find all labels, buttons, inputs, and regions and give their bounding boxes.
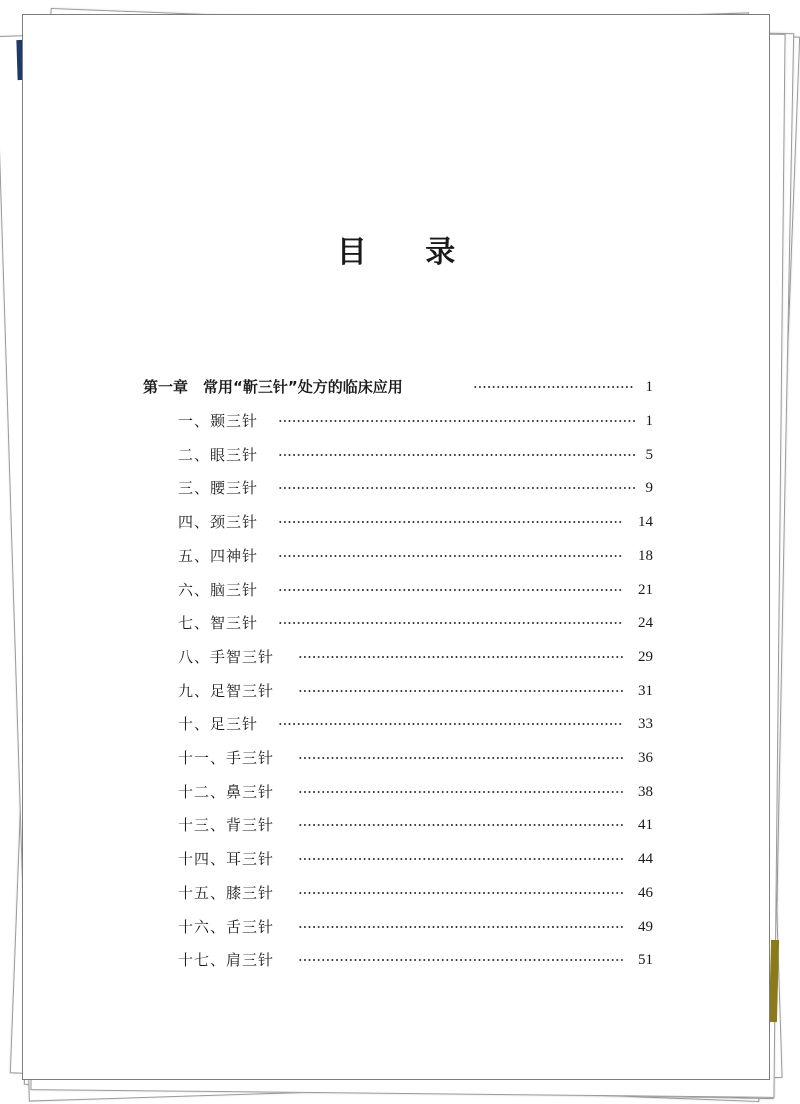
toc-entry-page: 1: [645, 413, 653, 429]
toc-entry-label: 七、智三针: [178, 614, 259, 633]
toc-leader-dots: [298, 656, 623, 658]
toc-entry-page: 18: [638, 547, 653, 564]
toc-entry-label: 十六、舌三针: [178, 917, 275, 936]
toc-entry-row[interactable]: [178, 780, 653, 804]
toc-entry-row[interactable]: [178, 948, 653, 972]
toc-entry-label: 八、手智三针: [178, 647, 275, 666]
toc-entry-row[interactable]: [178, 611, 653, 635]
toc-page: [22, 14, 770, 1080]
toc-leader-dots: [278, 589, 623, 591]
toc-chapter-label: 第一章 常用“靳三针”处方的临床应用: [143, 378, 403, 396]
toc-entry-page: 46: [638, 884, 653, 901]
toc-leader-dots: [278, 454, 635, 456]
toc-entry-label: 二、眼三针: [178, 445, 259, 464]
toc-leader-dots: [298, 690, 623, 692]
toc-entry-row[interactable]: [178, 544, 653, 568]
toc-leader-dots: [278, 487, 635, 489]
toc-leader-dots: [278, 555, 623, 557]
toc-entry-row[interactable]: [178, 813, 653, 837]
toc-entry-label: 九、足智三针: [178, 681, 275, 700]
toc-leader-dots: [278, 420, 635, 422]
toc-entry-page: 5: [645, 446, 653, 463]
toc-leader-dots: [278, 723, 623, 725]
toc-entry-row[interactable]: [178, 847, 653, 871]
toc-entry-page: 49: [638, 918, 653, 935]
toc-entry-label: 五、四神针: [178, 546, 259, 565]
toc-entry-page: 14: [638, 514, 653, 531]
toc-title: 目 录: [336, 235, 480, 270]
toc-entry-row[interactable]: [178, 476, 653, 500]
toc-entry-label: 六、脑三针: [178, 580, 259, 599]
toc-chapter-page: 1: [645, 379, 653, 395]
toc-leader-dots: [278, 622, 623, 624]
toc-entry-label: 十二、鼻三针: [178, 782, 275, 801]
toc-leader-dots: [298, 892, 623, 894]
toc-leader-dots: [473, 386, 633, 388]
toc-entry-label: 十五、膝三针: [178, 883, 275, 902]
toc-leader-dots: [298, 757, 623, 759]
toc-entry-row[interactable]: [178, 915, 653, 939]
toc-entry-label: 一、颞三针: [178, 412, 259, 430]
toc-list: [23, 359, 769, 979]
toc-leader-dots: [298, 926, 623, 928]
toc-entry-row[interactable]: [178, 443, 653, 467]
toc-entry-row[interactable]: [178, 881, 653, 905]
toc-entry-page: 38: [638, 783, 653, 800]
toc-entry-label: 十七、肩三针: [178, 951, 275, 970]
toc-entry-label: 十三、背三针: [178, 816, 275, 835]
toc-leader-dots: [298, 824, 623, 826]
toc-entry-label: 四、颈三针: [178, 513, 259, 532]
toc-leader-dots: [298, 858, 623, 860]
toc-entry-page: 36: [638, 750, 653, 766]
toc-entry-label: 十一、手三针: [178, 749, 275, 767]
toc-entry-page: 31: [638, 682, 653, 699]
toc-leader-dots: [298, 959, 623, 961]
toc-entry-page: 9: [645, 480, 653, 497]
toc-entry-page: 41: [638, 817, 653, 834]
toc-entry-row[interactable]: [178, 746, 653, 770]
toc-entry-page: 33: [638, 716, 653, 733]
toc-entry-page: 21: [638, 581, 653, 598]
toc-entry-page: 24: [638, 615, 653, 632]
toc-leader-dots: [278, 521, 623, 523]
toc-leader-dots: [298, 791, 623, 793]
toc-entry-page: 29: [638, 648, 653, 665]
toc-chapter-row[interactable]: [143, 375, 653, 399]
toc-entry-label: 三、腰三针: [178, 479, 259, 498]
toc-entry-label: 十、足三针: [178, 715, 259, 734]
toc-entry-row[interactable]: [178, 679, 653, 703]
toc-entry-row[interactable]: [178, 645, 653, 669]
toc-entry-page: 44: [638, 851, 653, 868]
toc-entry-row[interactable]: [178, 578, 653, 602]
toc-entry-page: 51: [638, 952, 653, 969]
toc-entry-label: 十四、耳三针: [178, 850, 275, 869]
toc-entry-row[interactable]: [178, 510, 653, 534]
toc-entry-row[interactable]: [178, 712, 653, 736]
toc-entry-row[interactable]: [178, 409, 653, 433]
